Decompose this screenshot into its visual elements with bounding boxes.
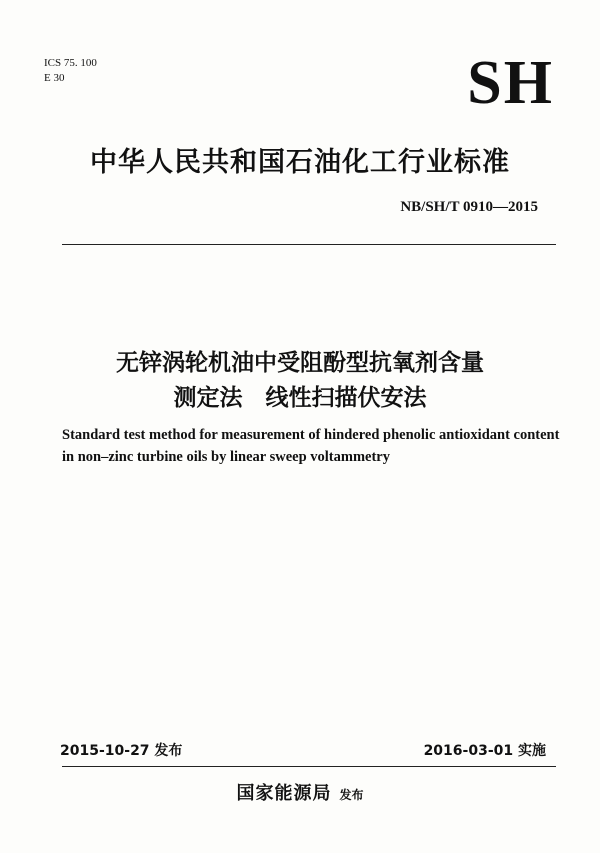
- chinese-title-line2: 测定法 线性扫描伏安法: [173, 385, 427, 411]
- issuer-name: 国家能源局: [236, 783, 332, 804]
- chinese-title-line1: 无锌涡轮机油中受阻酚型抗氧剂含量: [116, 350, 484, 376]
- top-divider: [62, 244, 556, 245]
- english-title-line1: Standard test method for measurement of hindered phenolic antioxidant content: [62, 427, 560, 443]
- standard-code: NB/SH/T 0910—2015: [400, 199, 538, 215]
- english-title-line2: in non–zinc turbine oils by linear sweep voltammetry: [62, 449, 390, 465]
- bottom-divider: [62, 766, 556, 767]
- classification-block: [44, 56, 97, 86]
- ics-code: ICS 75. 100: [44, 57, 97, 69]
- issuer-line: [0, 779, 600, 805]
- publish-date: 2015-10-27 发布: [60, 743, 183, 759]
- standard-type-title: 中华人民共和国石油化工行业标准: [90, 147, 510, 178]
- category-code: E 30: [44, 72, 65, 84]
- effective-date: 2016-03-01 实施: [423, 743, 546, 759]
- sh-logo: SH: [467, 49, 554, 117]
- issuer-label: 发布: [339, 788, 364, 802]
